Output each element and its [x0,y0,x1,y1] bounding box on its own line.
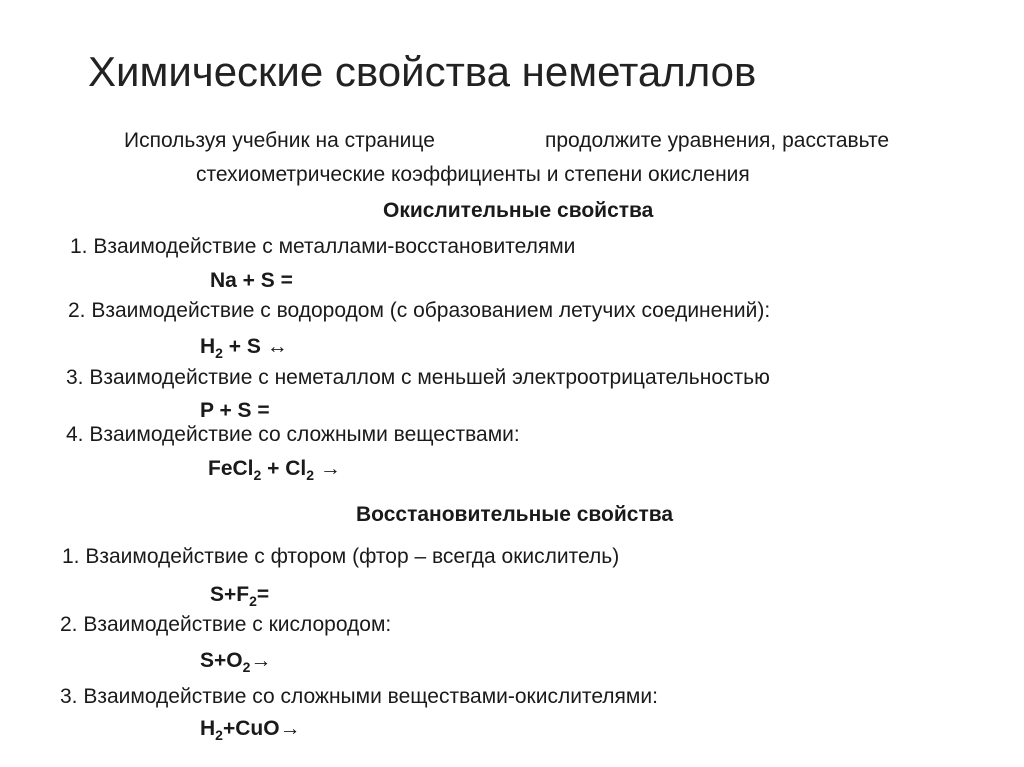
equation-na-s: Na + S = [210,269,293,292]
equation-h2-s: $H_2 + S$ ↔ [200,335,288,361]
equation-p-s: P + S = [200,399,270,422]
reducing-item-2: 2. Взаимодействие с кислородом: [60,613,392,636]
equation-fecl2-cl2: FeCl$_2$ + $Cl_2$ → [208,457,341,483]
oxidizing-item-2: 2. Взаимодействие с водородом (с образованием летучих соединений): [68,299,771,322]
oxidizing-heading: Окислительные свойства [383,199,654,222]
reducing-heading: Восстановительные свойства [356,503,674,526]
equation-h2-cuo: $H_2+CuO\to$ [200,717,301,743]
instruction-part1: Используя учебник на странице [124,129,435,152]
equation-s-o2: $S+O_2\to$ [200,649,272,675]
reducing-item-3: 3. Взаимодействие со сложными веществами-окислителями: [60,685,658,708]
reducing-item-1: 1. Взаимодействие с фтором (фтор – всегда окислитель) [62,545,620,568]
instruction-part2: продолжите уравнения, расставьте [545,129,890,152]
page-title: Химические свойства неметаллов [88,48,757,95]
oxidizing-item-3: 3. Взаимодействие с неметаллом с меньшей электроотрицательностью [66,366,770,389]
oxidizing-item-4: 4. Взаимодействие со сложными веществами: [66,423,520,446]
oxidizing-item-1: 1. Взаимодействие с металлами-восстановителями [70,235,576,258]
equation-s-f2: $S+F_2=$ [210,583,270,609]
instruction-line2: стехиометрические коэффициенты и степени окисления [196,163,750,186]
